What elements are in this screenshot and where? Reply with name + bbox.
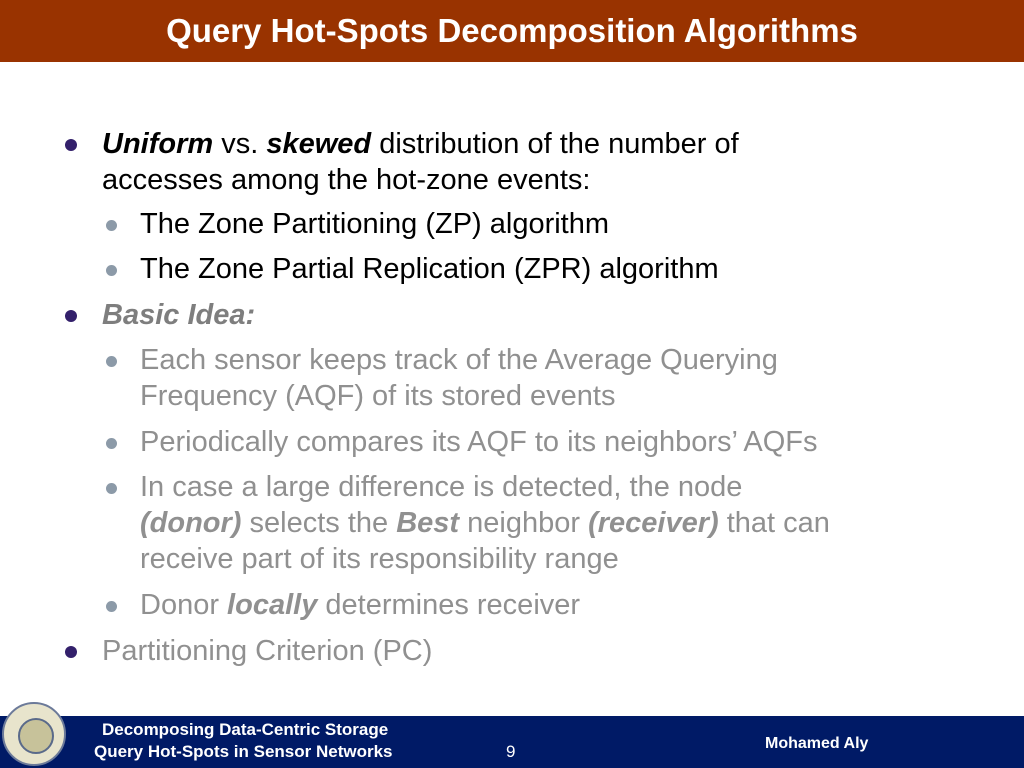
bullet-dot-icon	[106, 483, 117, 494]
bullet-dot-icon	[65, 310, 77, 322]
bullet-dot-icon	[65, 646, 77, 658]
bullet-aqf-tracking	[140, 342, 970, 414]
responsibility-text: receive part of its responsibility range	[140, 543, 619, 575]
distribution-text: distribution of the number of	[371, 128, 739, 160]
locally-text: locally	[227, 589, 318, 621]
pc-text: Partitioning Criterion (PC)	[102, 635, 433, 667]
that-can-text: that can	[718, 507, 830, 539]
footer-line1: Decomposing Data-Centric Storage	[102, 720, 389, 739]
zpr-text: The Zone Partial Replication (ZPR) algorithm	[140, 253, 719, 285]
donor-label: Donor	[140, 589, 228, 621]
bullet-dot-icon	[106, 601, 117, 612]
basic-idea-text: Basic Idea:	[102, 299, 256, 331]
university-seal-icon	[2, 702, 66, 766]
aqf-line2: Frequency (AQF) of its stored events	[140, 380, 616, 412]
bullet-dot-icon	[106, 356, 117, 367]
bullet-partitioning-criterion	[102, 633, 982, 669]
vs-text: vs.	[213, 128, 267, 160]
aqf-line1: Each sensor keeps track of the Average Querying	[140, 344, 778, 376]
bullet-dot-icon	[106, 265, 117, 276]
best-text: Best	[396, 507, 460, 539]
slide-title: Query Hot-Spots Decomposition Algorithms	[166, 12, 858, 49]
compare-text: Periodically compares its AQF to its neighbors’ AQFs	[140, 426, 818, 458]
uniform-text: Uniform	[102, 128, 214, 160]
bullet-zpr-algorithm	[140, 251, 970, 287]
skewed-text: skewed	[266, 128, 372, 160]
page-number: 9	[506, 742, 516, 761]
difference-line1: In case a large difference is detected, the node	[140, 471, 743, 503]
bullet-zp-algorithm	[140, 206, 970, 242]
donor-text: (donor)	[140, 507, 242, 539]
bullet-uniform-vs-skewed	[102, 126, 982, 198]
author-name: Mohamed Aly	[765, 735, 869, 752]
bullet-donor-locally	[140, 587, 970, 623]
zp-text: The Zone Partitioning (ZP) algorithm	[140, 208, 610, 240]
bullet-dot-icon	[106, 438, 117, 449]
bullet-periodic-compare	[140, 424, 970, 460]
bullet-dot-icon	[106, 220, 117, 231]
footer-line2: Query Hot-Spots in Sensor Networks	[94, 742, 393, 761]
determines-text: determines receiver	[317, 589, 581, 621]
selects-text: selects the	[241, 507, 397, 539]
accesses-text: accesses among the hot-zone events:	[102, 164, 591, 196]
seal-shield-icon	[18, 718, 54, 754]
neighbor-text: neighbor	[459, 507, 589, 539]
receiver-text: (receiver)	[588, 507, 719, 539]
bullet-large-difference	[140, 469, 970, 577]
bullet-basic-idea	[102, 297, 982, 333]
bullet-dot-icon	[65, 139, 77, 151]
